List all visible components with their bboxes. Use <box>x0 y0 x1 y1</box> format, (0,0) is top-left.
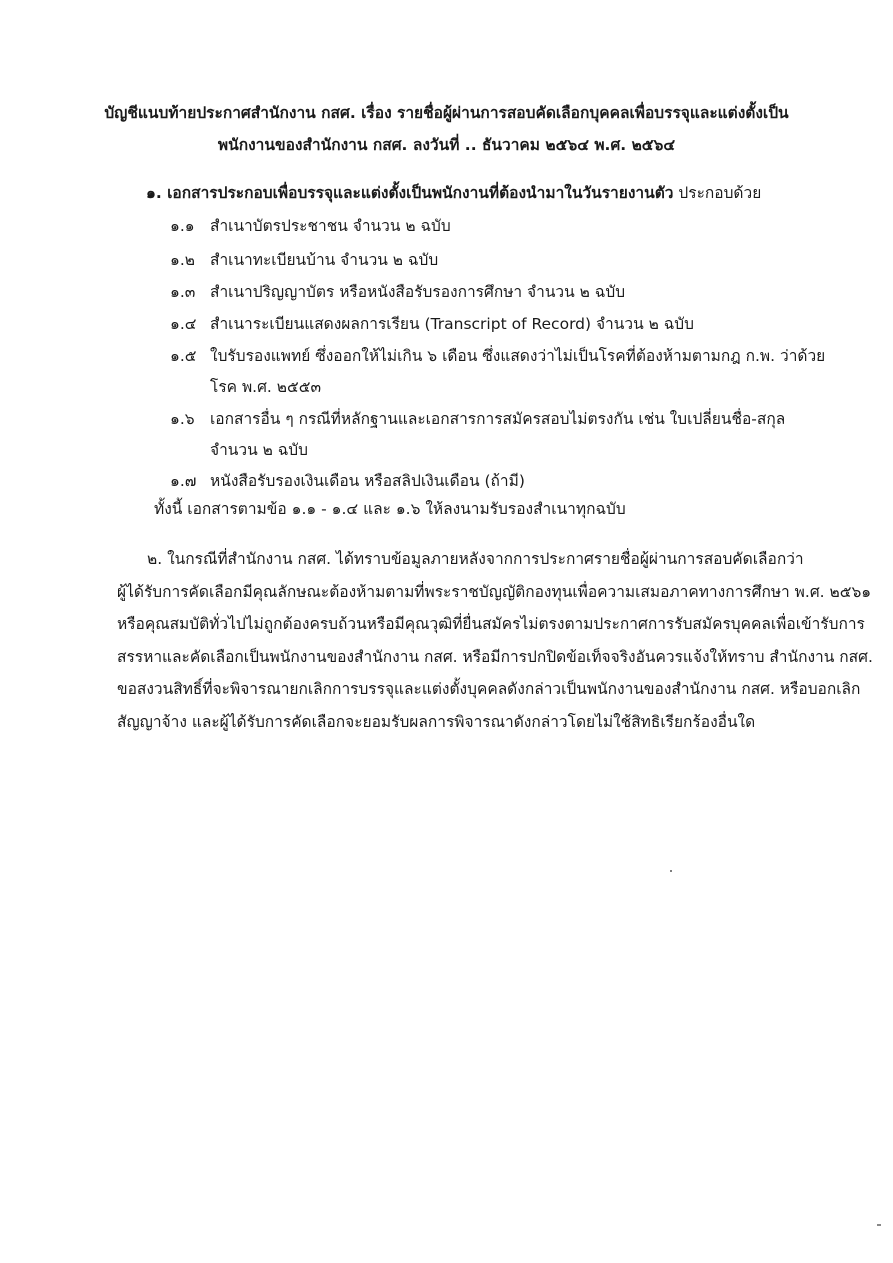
list-item-text: สำเนาทะเบียนบ้าน จำนวน ๒ ฉบับ <box>210 251 439 269</box>
list-item-text: ใบรับรองแพทย์ ซึ่งออกให้ไม่เกิน ๖ เดือน ซึ่งแสดงว่าไม่เป็นโรคที่ต้องห้ามตามกฎ ก.พ. ว่าด้วย <box>210 347 826 365</box>
list-item-number: ๑.๗ <box>170 472 197 490</box>
list-item-text-continued: จำนวน ๒ ฉบับ <box>210 441 308 459</box>
section-2-paragraph <box>117 543 873 738</box>
list-item-text: หนังสือรับรองเงินเดือน หรือสลิปเงินเดือน (ถ้ามี) <box>210 472 525 490</box>
list-item-number: ๑.๓ <box>170 283 196 301</box>
section-1-note: ทั้งนี้ เอกสารตามข้อ ๑.๑ - ๑.๔ และ ๑.๖ ให้ลงนามรับรองสำเนาทุกฉบับ <box>154 500 626 518</box>
paragraph-line: สรรหาและคัดเลือกเป็นพนักงานของสำนักงาน กสศ. หรือมีการปกปิดข้อเท็จจริงอันควรแจ้งให้ทราบ สำนักงาน กสศ. <box>117 647 873 666</box>
document-title-line-1: บัญชีแนบท้ายประกาศสำนักงาน กสศ. เรื่อง รายชื่อผู้ผ่านการสอบคัดเลือกบุคคลเพื่อบรรจุและแต่งตั้งเป็น <box>104 104 789 122</box>
list-item-number: ๑.๒ <box>170 251 195 269</box>
document-title-line-2: พนักงานของสำนักงาน กสศ. ลงวันที่ .. ธันวาคม ๒๕๖๔ พ.ศ. ๒๕๖๔ <box>217 136 676 154</box>
scan-mark <box>877 1224 881 1226</box>
paragraph-line: สัญญาจ้าง และผู้ได้รับการคัดเลือกจะยอมรับผลการพิจารณาดังกล่าวโดยไม่ใช้สิทธิเรียกร้องอื่นใด <box>117 712 756 731</box>
section-1-heading-bold: ๑. เอกสารประกอบเพื่อบรรจุและแต่งตั้งเป็นพนักงานที่ต้องนำมาในวันรายงานตัว <box>146 184 674 202</box>
list-item-text: สำเนาบัตรประชาชน จำนวน ๒ ฉบับ <box>210 217 451 235</box>
list-item-number: ๑.๑ <box>170 217 195 235</box>
list-item-text: เอกสารอื่น ๆ กรณีที่หลักฐานและเอกสารการสมัครสอบไม่ตรงกัน เช่น ใบเปลี่ยนชื่อ-สกุล <box>210 410 786 428</box>
list-item-text-continued: โรค พ.ศ. ๒๕๕๓ <box>210 378 322 396</box>
list-item-number: ๑.๖ <box>170 410 195 428</box>
paragraph-line: ๒. ในกรณีที่สำนักงาน กสศ. ได้ทราบข้อมูลภายหลังจากการประกาศรายชื่อผู้ผ่านการสอบคัดเลือกว่า <box>147 550 804 568</box>
section-1-heading-rest: ประกอบด้วย <box>673 184 762 202</box>
list-item-number: ๑.๕ <box>170 347 197 365</box>
list-item-text: สำเนาระเบียนแสดงผลการเรียน (Transcript of Record) จำนวน ๒ ฉบับ <box>210 315 694 333</box>
paragraph-line: ขอสงวนสิทธิ์ที่จะพิจารณายกเลิกการบรรจุและแต่งตั้งบุคคลดังกล่าวเป็นพนักงานของสำนักงาน กสศ. หรือบอกเลิก <box>117 680 861 698</box>
list-item-number: ๑.๔ <box>170 315 197 333</box>
paragraph-line: หรือคุณสมบัติทั่วไปไม่ถูกต้องครบถ้วนหรือมีคุณวุฒิที่ยื่นสมัครไม่ตรงตามประกาศการรับสมัครบุคคลเพื่อเข้ารับการ <box>117 615 865 633</box>
paragraph-line: ผู้ได้รับการคัดเลือกมีคุณลักษณะต้องห้ามตามที่พระราชบัญญัติกองทุนเพื่อความเสมอภาคทางการศึกษา พ.ศ. ๒๕๖๑ <box>117 582 872 601</box>
list-item-text: สำเนาปริญญาบัตร หรือหนังสือรับรองการศึกษา จำนวน ๒ ฉบับ <box>210 283 626 301</box>
scan-speck <box>670 870 672 872</box>
section-1-heading <box>146 182 761 204</box>
